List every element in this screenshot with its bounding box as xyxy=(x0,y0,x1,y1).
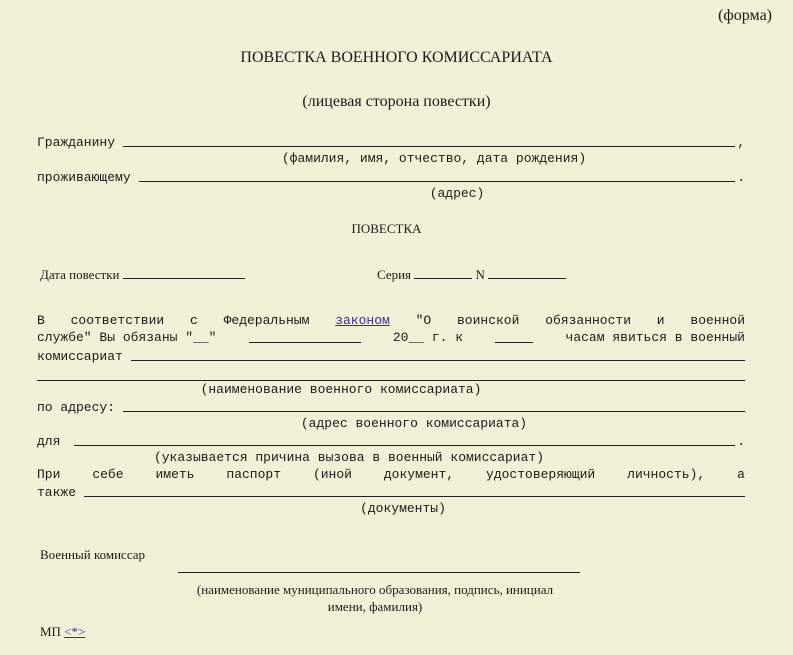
commissariat-field[interactable] xyxy=(131,348,745,361)
reason-row: для . xyxy=(37,434,745,449)
commissariat-field-2[interactable] xyxy=(37,368,745,381)
page-subtitle: (лицевая сторона повестки) xyxy=(302,93,491,110)
month-field[interactable] xyxy=(249,330,361,343)
residing-field[interactable] xyxy=(139,169,736,182)
commissar-label: Военный комиссар xyxy=(40,547,146,562)
heading: ПОВЕСТКА xyxy=(351,221,422,236)
documents-row xyxy=(37,484,745,500)
at-address-row xyxy=(37,399,745,415)
number-field[interactable] xyxy=(488,266,566,279)
stamp-row xyxy=(40,624,85,640)
commissariat-label: комиссариат xyxy=(37,349,123,364)
commissar-caption: (наименование муниципального образования, подпись, инициал имени, фамилия) xyxy=(196,582,554,614)
paragraph-line-2: службе" Вы обязаны "__" 20__ г. к часам явиться в военный xyxy=(37,330,745,345)
date-field[interactable] xyxy=(123,266,245,279)
documents-field[interactable] xyxy=(84,484,745,497)
reason-field[interactable] xyxy=(74,433,735,446)
commissariat-address-caption: (адрес военного комиссариата) xyxy=(300,416,528,431)
form-label: (форма) xyxy=(718,7,772,24)
citizen-caption: (фамилия, имя, отчество, дата рождения) xyxy=(281,151,587,166)
commissariat-caption: (наименование военного комиссариата) xyxy=(200,382,482,397)
citizen-label: Гражданину xyxy=(37,135,116,150)
at-address-label: по адресу: xyxy=(37,400,116,415)
for-label: для xyxy=(37,434,61,449)
law-link[interactable]: законом xyxy=(335,313,390,328)
series-label: Серия xyxy=(377,267,412,282)
hour-field[interactable] xyxy=(495,330,533,343)
address-caption: (адрес) xyxy=(429,186,485,201)
date-row xyxy=(40,266,245,283)
residing-row: проживающему . xyxy=(37,170,745,185)
number-label: N xyxy=(475,267,485,282)
bring-line: При себе иметь паспорт (иной документ, удостоверяющий личность), а xyxy=(37,467,745,482)
residing-label: проживающему xyxy=(37,170,131,185)
citizen-field[interactable] xyxy=(123,134,735,147)
citizen-row: Гражданину , xyxy=(37,135,745,150)
commissariat-row xyxy=(37,348,745,364)
date-label: Дата повестки xyxy=(40,267,120,282)
commissariat-address-field[interactable] xyxy=(123,399,745,412)
paragraph-line-1: В соответствии с Федеральным законом "О воинской обязанности и военной xyxy=(37,313,745,328)
series-field[interactable] xyxy=(414,266,472,279)
reason-caption: (указывается причина вызова в военный комиссариат) xyxy=(153,450,545,465)
footnote-link[interactable]: <*> xyxy=(64,624,86,639)
commissar-signature-field[interactable] xyxy=(178,560,580,573)
stamp-label: МП xyxy=(40,624,61,639)
series-row xyxy=(377,266,566,283)
also-label: также xyxy=(37,485,77,500)
documents-caption: (документы) xyxy=(360,501,446,516)
page-title: ПОВЕСТКА ВОЕННОГО КОМИССАРИАТА xyxy=(240,49,553,66)
